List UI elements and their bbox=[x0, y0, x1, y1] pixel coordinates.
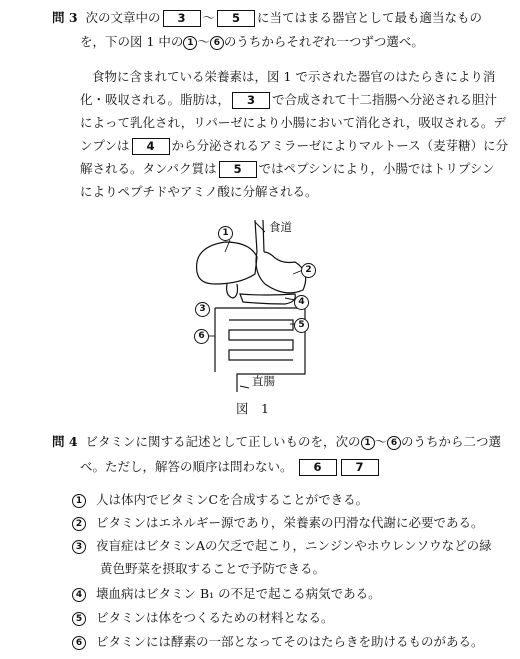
option-text: 壊血病はビタミン B₁ の不足で起こる病気である。 bbox=[96, 586, 381, 601]
q3-text: に当てはまる器官として最も適当なもの bbox=[257, 10, 483, 25]
option-item bbox=[72, 537, 492, 555]
option-number: 2 bbox=[72, 517, 86, 531]
q3-text: ンプンは bbox=[80, 138, 130, 153]
q3-text: 次の文章中の bbox=[85, 10, 161, 25]
q3-text: から分泌されるアミラーゼによりマルトース（麦芽糖）に分 bbox=[171, 138, 509, 153]
option-number: 6 bbox=[72, 636, 86, 650]
tilde: 〜 bbox=[374, 434, 388, 449]
figure-caption: 図 1 bbox=[236, 401, 269, 416]
answer-box-3: 3 bbox=[163, 10, 201, 27]
q3-text: のうちからそれぞれ一つずつ選べ。 bbox=[223, 34, 424, 49]
answer-box-5: 5 bbox=[219, 161, 257, 178]
q3-text: で合成されて十二指腸へ分泌される胆汁 bbox=[272, 92, 498, 107]
figure-marker-3: 3 bbox=[195, 302, 210, 317]
q3-heading: 問 3 bbox=[52, 10, 78, 25]
circled-number: 6 bbox=[210, 36, 224, 50]
option-number: 4 bbox=[72, 588, 86, 602]
q4-text: ビタミンに関する記述として正しいものを，次の bbox=[85, 434, 361, 449]
answer-box-6: 6 bbox=[299, 459, 337, 476]
option-item bbox=[72, 609, 334, 627]
figure-marker-6: 6 bbox=[194, 329, 209, 344]
option-item bbox=[72, 633, 484, 651]
option-item bbox=[72, 491, 368, 509]
q3-para-line bbox=[80, 137, 508, 155]
circled-number: 1 bbox=[183, 36, 197, 50]
option-item bbox=[72, 585, 381, 603]
q3-text: ではペプシンにより，小腸ではトリプシン bbox=[258, 161, 495, 176]
q4-line2 bbox=[80, 458, 381, 476]
esophagus-label: 食道 bbox=[269, 220, 292, 234]
figure-marker-4: 4 bbox=[294, 295, 309, 310]
option-number: 5 bbox=[72, 612, 86, 626]
answer-box-7: 7 bbox=[341, 459, 379, 476]
option-number: 3 bbox=[72, 540, 86, 554]
q3-text: を，下の図 1 中の bbox=[80, 34, 184, 49]
option-text: ビタミンは体をつくるための材料となる。 bbox=[96, 610, 334, 625]
circled-number: 1 bbox=[361, 436, 375, 450]
figure-marker-1: 1 bbox=[218, 226, 233, 241]
q4-text: のうちから二つ選 bbox=[401, 434, 502, 449]
option-text: 人は体内でビタミンCを合成することができる。 bbox=[96, 492, 369, 507]
option-number: 1 bbox=[72, 494, 86, 508]
option-text: ビタミンはエネルギー源であり，栄養素の円滑な代謝に必要である。 bbox=[96, 515, 484, 530]
option-text: 黄色野菜を摂取することで予防できる。 bbox=[100, 561, 326, 576]
q3-line2 bbox=[80, 33, 424, 51]
answer-box-4: 4 bbox=[132, 138, 170, 155]
tilde: 〜 bbox=[197, 34, 210, 49]
option-item bbox=[100, 560, 325, 578]
q3-text: 解される。タンパク質は bbox=[80, 161, 217, 176]
q3-line1 bbox=[52, 9, 482, 27]
q3-para-line: 食物に含まれている栄養素は，図 1 で示された器官のはたらきにより消 bbox=[92, 69, 496, 84]
q3-para-line: によって乳化され，リパーゼにより小腸において消化され，吸収される。デ bbox=[80, 115, 506, 130]
q3-para-line: によりペプチドやアミノ酸に分解される。 bbox=[80, 184, 318, 199]
tilde: 〜 bbox=[202, 10, 216, 25]
option-text: ビタミンには酵素の一部となってそのはたらきを助けるものがある。 bbox=[96, 634, 484, 649]
answer-box-3: 3 bbox=[232, 92, 270, 109]
q3-para-line bbox=[80, 160, 495, 178]
circled-number: 6 bbox=[387, 436, 401, 450]
q4-text: べ。ただし，解答の順序は問わない。 bbox=[80, 459, 293, 474]
q3-text: 化・吸収される。脂肪は， bbox=[80, 92, 231, 107]
figure-marker-5: 5 bbox=[294, 318, 309, 333]
rectum-label: 直腸 bbox=[252, 374, 275, 388]
q4-line1 bbox=[52, 433, 501, 451]
option-item bbox=[72, 514, 484, 532]
figure-marker-2: 2 bbox=[301, 263, 316, 278]
q4-heading: 問 4 bbox=[52, 434, 78, 449]
q3-para-line bbox=[80, 91, 497, 109]
option-text: 夜盲症はビタミンAの欠乏で起こり，ニンジンやホウレンソウなどの緑 bbox=[96, 538, 492, 553]
answer-box-5: 5 bbox=[217, 10, 255, 27]
